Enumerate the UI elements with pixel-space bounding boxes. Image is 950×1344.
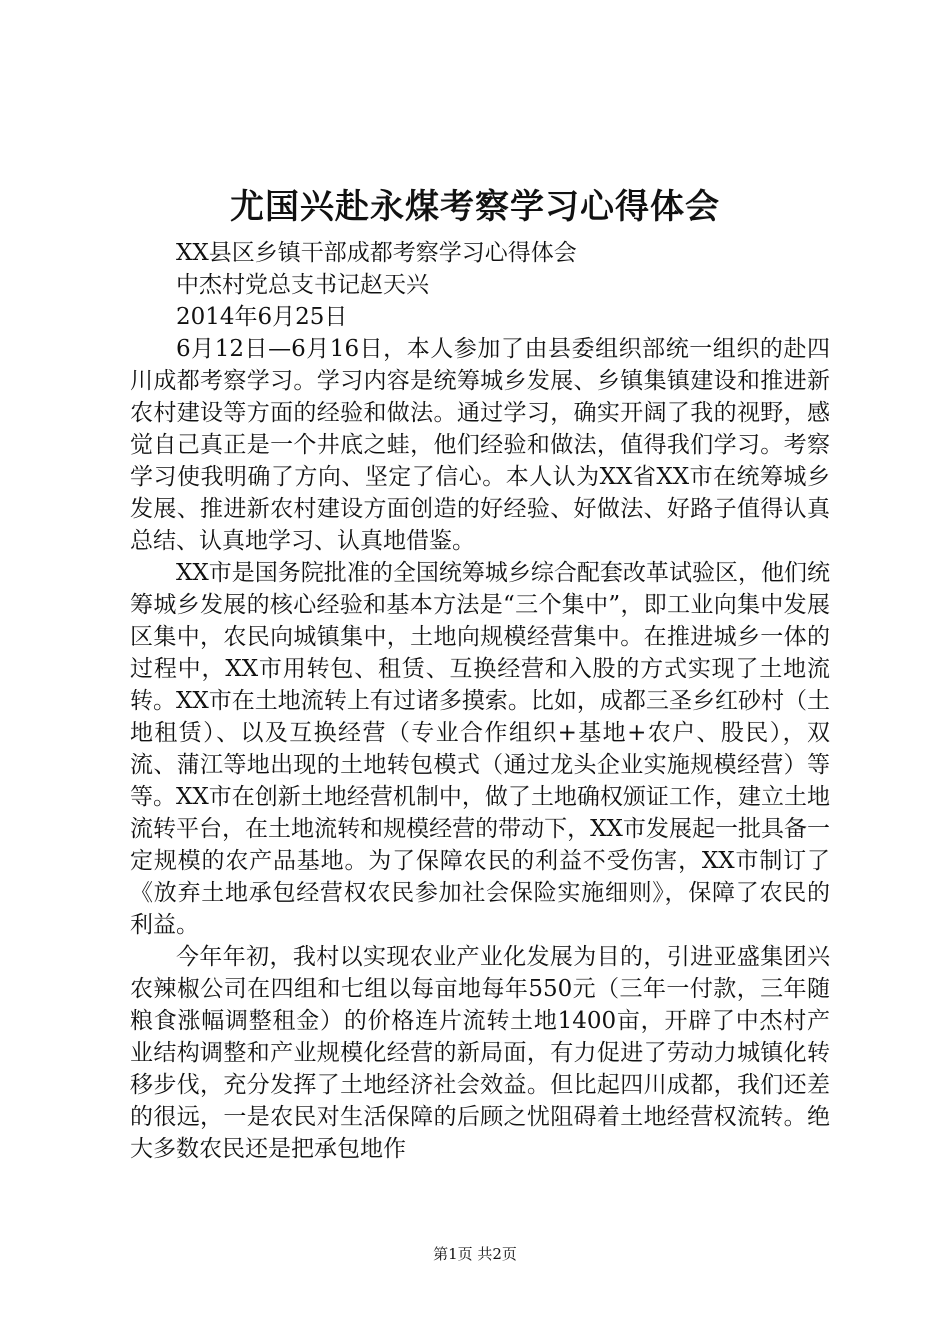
document-title: 尤国兴赴永煤考察学习心得体会 <box>230 187 720 227</box>
document-body <box>130 237 830 1165</box>
paragraph-2: XX市是国务院批准的全国统筹城乡综合配套改革试验区，他们统筹城乡发展的核心经验和基本方法是“三个集中”，即工业向集中发展区集中，农民向城镇集中，土地向规模经营集中。在推进城乡一体的过程中，XX市用转包、租赁、互换经营和入股的方式实现了土地流转。XX市在土地流转上有过诸多摸索。比如，成都三圣乡红砂村（土地租赁）、以及互换经营（专业合作组织+基地+农户、股民），双流、蒲江等地出现的土地转包模式（通过龙头企业实施规模经营）等等。XX市在创新土地经营机制中，做了土地确权颁证工作，建立土地流转平台，在土地流转和规模经营的带动下，XX市发展起一批具备一定规模的农产品基地。为了保障农民的利益不受伤害，XX市制订了《放弃土地承包经营权农民参加社会保险实施细则》，保障了农民的利益。 <box>130 560 830 938</box>
document-date: 2014年6月25日 <box>176 304 348 330</box>
page-footer: 第1页 共2页 <box>433 1245 517 1263</box>
paragraph-3: 今年年初，我村以实现农业产业化发展为目的，引进亚盛集团兴农辣椒公司在四组和七组以每亩地每年550元（三年一付款，三年随粮食涨幅调整租金）的价格连片流转土地1400亩，开辟了中杰村产业结构调整和产业规模化经营的新局面，有力促进了劳动力城镇化转移步伐，充分发挥了土地经济社会效益。但比起四川成都，我们还差的很远，一是农民对生活保障的后顾之忧阻碍着土地经营权流转。绝大多数农民还是把承包地作 <box>130 944 830 1162</box>
document-author: 中杰村党总支书记赵天兴 <box>176 272 429 298</box>
paragraph-1: 6月12日—6月16日，本人参加了由县委组织部统一组织的赴四川成都考察学习。学习内容是统筹城乡发展、乡镇集镇建设和推进新农村建设等方面的经验和做法。通过学习，确实开阔了我的视野，感觉自己真正是一个井底之蛙，他们经验和做法，值得我们学习。考察学习使我明确了方向、坚定了信心。本人认为XX省XX市在统筹城乡发展、推进新农村建设方面创造的好经验、好做法、好路子值得认真总结、认真地学习、认真地借鉴。 <box>130 336 830 554</box>
document-subtitle: XX县区乡镇干部成都考察学习心得体会 <box>176 240 577 266</box>
